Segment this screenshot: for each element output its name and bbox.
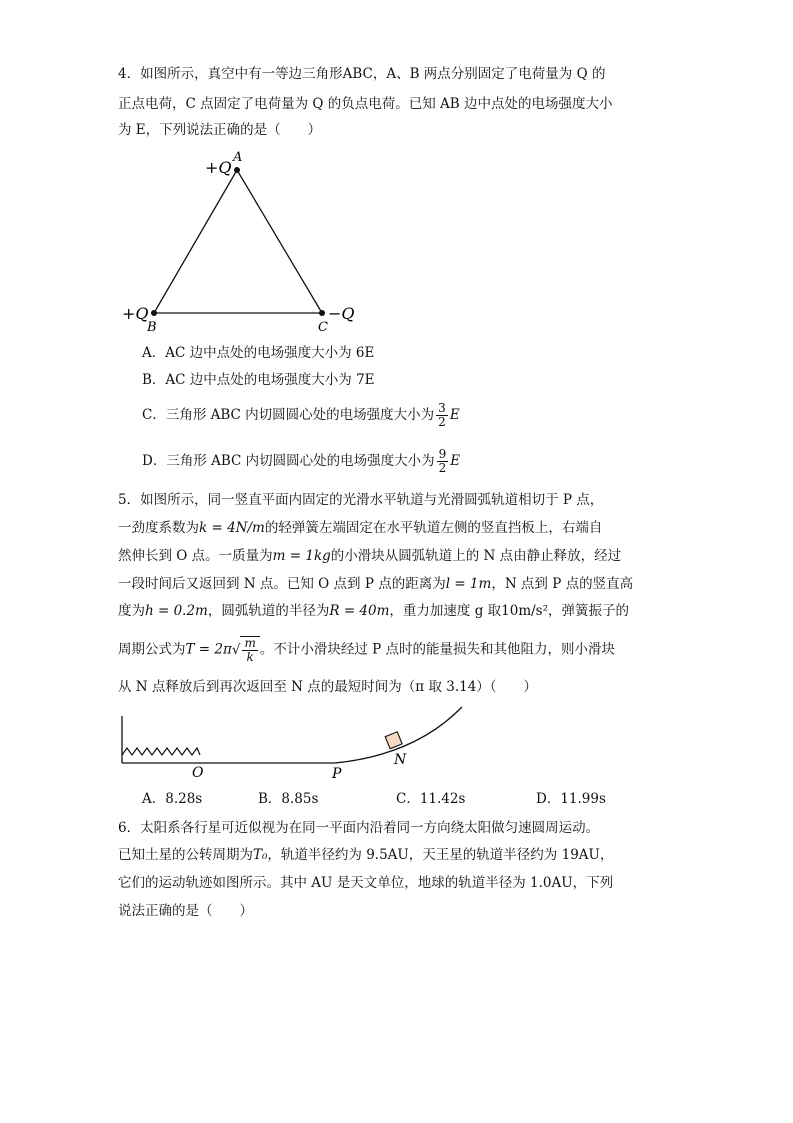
vertex-b-label: B [147,320,157,335]
q5-stem-line-5: 度为h = 0.2m，圆弧轨道的半径为R = 40m，重力加速度 g 取10m/s²，弹簧振子的 [118,603,630,619]
q4-triangle-figure [110,145,370,340]
fraction: $\frac{9}{2}$ [438,447,447,475]
q6-stem-line-1: 6．太阳系各行星可近似视为在同一平面内沿着同一方向绕太阳做匀速圆周运动。 [118,820,600,836]
vertex-a-label: A [233,150,243,165]
charge-c-label: −Q [328,304,355,323]
point-c [319,310,325,316]
q4-stem-line-1: 4．如图所示，真空中有一等边三角形ABC，A、B 两点分别固定了电荷量为 Q 的 [118,66,606,82]
q5-stem-line-3: 然伸长到 O 点。一质量为m = 1kg的小滑块从圆弧轨道上的 N 点由静止释放，经过 [118,548,622,564]
square-root: √ $\frac{m}{k}$ [232,636,260,664]
label-p: P [332,766,342,782]
q4-option-d-text: D．三角形 ABC 内切圆圆心处的电场强度大小为 [142,453,435,469]
side-ac [237,170,322,313]
q5-stem-line-6: 周期公式为T = 2π√ $\frac{m}{k}$ 。不计小滑块经过 P 点时的能量损失和其他阻力，则小滑块 [118,636,616,664]
q6-stem-line-4: 说法正确的是（ ） [118,903,253,919]
q5-option-a: A．8.28s [142,791,203,807]
slider-block [385,732,402,749]
side-ab [154,170,237,313]
q4-option-c-text: C．三角形 ABC 内切圆圆心处的电场强度大小为 [142,407,435,423]
q5-option-b: B．8.85s [258,791,319,807]
q5-stem-line-7: 从 N 点释放后到再次返回至 N 点的最短时间为（π 取 3.14）（ ） [118,679,538,695]
label-o: O [192,765,204,781]
point-a [234,167,240,173]
q4-option-b: B．AC 边中点处的电场强度大小为 7E [142,372,375,388]
q5-spring-track-figure [115,700,475,785]
charge-a-label: +Q [205,158,232,177]
q4-stem-line-2: 正点电荷，C 点固定了电荷量为 Q 的负点电荷。已知 AB 边中点处的电场强度大小 [118,96,613,112]
q5-option-c: C．11.42s [396,791,466,807]
q6-stem-line-3: 它们的运动轨迹如图所示。其中 AU 是天文单位，地球的轨道半径为 1.0AU，下列 [118,875,614,891]
q5-stem-line-2: 一劲度系数为k = 4N/m的轻弹簧左端固定在水平轨道左侧的竖直挡板上，右端自 [118,520,603,536]
fraction: $\frac{3}{2}$ [438,401,446,429]
q5-stem-line-1: 5．如图所示，同一竖直平面内固定的光滑水平轨道与光滑圆弧轨道相切于 P 点， [118,492,604,508]
q5-option-d: D．11.99s [536,791,606,807]
q4-stem-line-3: 为 E，下列说法正确的是（ ） [118,122,322,138]
q4-option-d: D．三角形 ABC 内切圆圆心处的电场强度大小为 $\frac{9}{2}$ E [142,447,461,475]
point-b [151,310,157,316]
vertex-c-label: C [318,320,328,335]
q4-option-a: A．AC 边中点处的电场强度大小为 6E [142,345,375,361]
spring [122,748,200,755]
charge-b-label: +Q [122,304,149,323]
q4-option-c: C．三角形 ABC 内切圆圆心处的电场强度大小为 $\frac{3}{2}$ E [142,401,460,429]
q5-stem-line-4: 一段时间后又返回到 N 点。已知 O 点到 P 点的距离为l = 1m，N 点到 P 点的竖直高 [118,576,634,592]
label-n: N [394,752,407,768]
q6-stem-line-2: 已知土星的公转周期为T₀，轨道半径约为 9.5AU，天王星的轨道半径约为 19AU， [118,847,614,863]
